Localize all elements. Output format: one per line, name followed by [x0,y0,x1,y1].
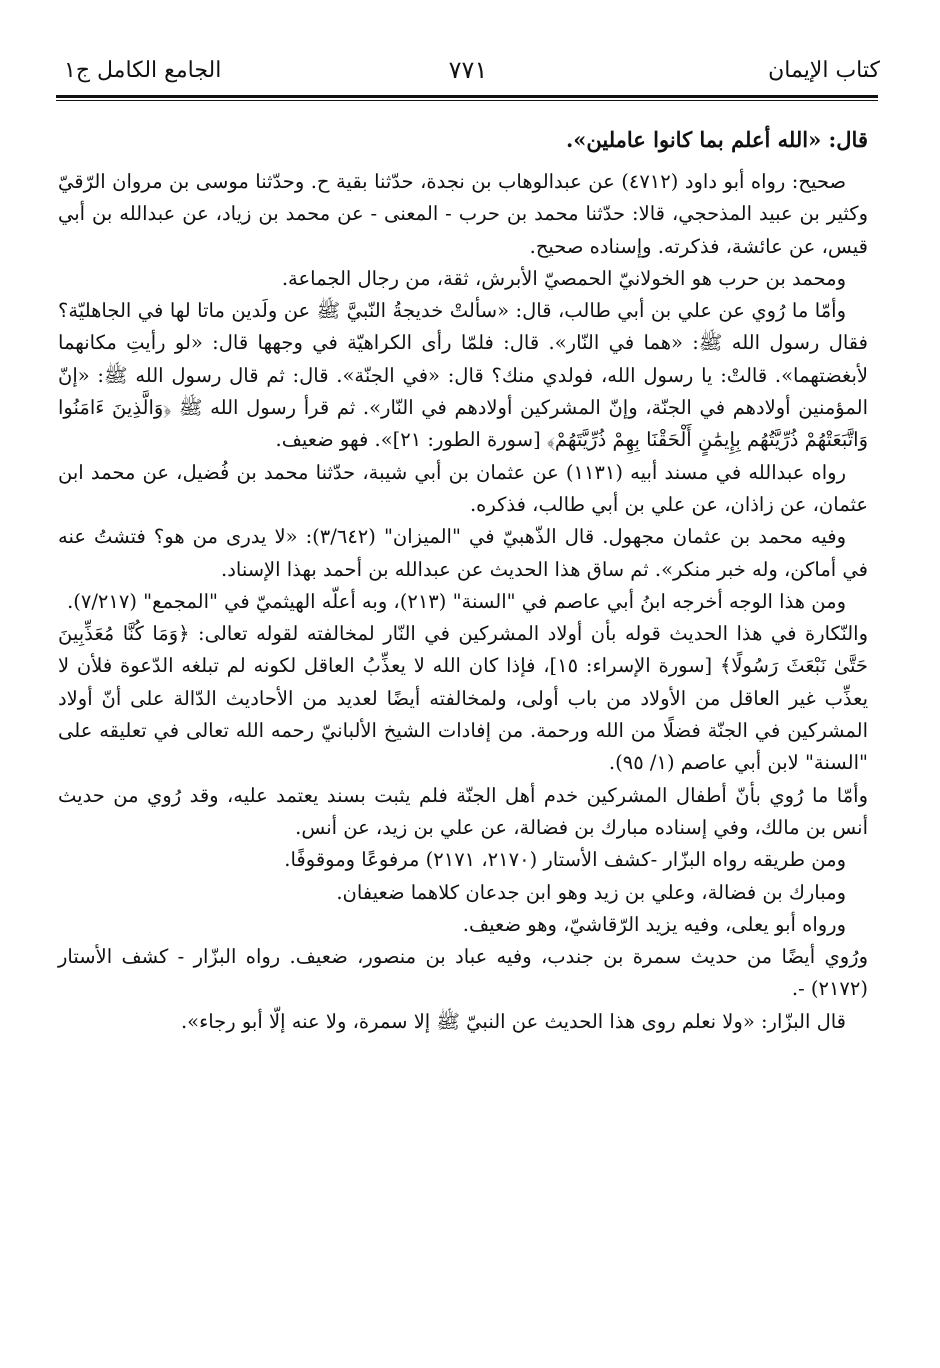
paragraph-khadam-ahl-aljanna: وأمّا ما رُوي بأنّ أطفال المشركين خدم أهل الجنّة فلم يثبت بسند يعتمد عليه، وقد رُوي من حديث أنس بن مالك، وفي إسناده مبارك بن فضالة، عن علي بن زيد، عن أنس. [58,783,868,839]
paragraph-samura-narration: ورُوي أيضًا من حديث سمرة بن جندب، وفيه عباد بن منصور، ضعيف. رواه البزّار - كشف الأستار (٢١٧٢) -. [58,945,868,1001]
paragraph-ali-narration: وأمّا ما رُوي عن علي بن أبي طالب، قال: «سألتْ خديجةُ النّبيَّ ﷺ عن ولَدين ماتا لها في الجاهليّة؟ فقال رسول الله ﷺ: «هما في النّار». قال: فلمّا رأى الكراهيّة في وجهها قال: «لو رأيتِ مكانهما لأبغضتهما». قالتْ: يا رسول الله، فولدي منك؟ قال: «في الجنّة». قال: ثم قال رسول الله ﷺ: «إنّ المؤمنين أولادهم في الجنّة، وإنّ المشركين أولادهم في النّار». ثم قرأ رسول الله ﷺ ﴿وَالَّذِينَ ءَامَنُوا وَاتَّبَعَتْهُمْ ذُرِّيَّتُهُم بِإِيمَٰنٍ أَلْحَقْنَا بِهِمْ ذُرِّيَّتَهُمْ﴾ [سورة الطور: ٢١]». فهو ضعيف. [58,299,868,452]
paragraph-ibn-abi-asim: ومن هذا الوجه أخرجه ابنُ أبي عاصم في "السنة" (٢١٣)، وبه أعلّه الهيثميّ في "المجمع" (٧/٢١٧). [67,589,846,613]
paragraph-dhahabi-note: وفيه محمد بن عثمان مجهول. قال الذّهبيّ في "الميزان" (٣/٦٤٢): «لا يدرى من هو؟ فتشتُ عنه في أماكن، وله خبر منكر». ثم ساق هذا الحديث عن عبدالله بن أحمد بهذا الإسناد. [58,525,868,581]
paragraph-abu-yala: ورواه أبو يعلى، وفيه يزيد الرّقاشيّ، وهو ضعيف. [462,912,846,936]
book-title: الجامع الكامل ج١ [64,58,222,83]
running-header [56,52,880,92]
header-rule [56,95,878,98]
paragraph-musnad-source: رواه عبدالله في مسند أبيه (١١٣١) عن عثمان بن أبي شيبة، حدّثنا محمد بن فُضيل، عن محمد ابن عثمان، عن زاذان، عن علي بن أبي طالب، فذكره. [58,460,868,516]
header-rule-thin [56,100,878,101]
paragraph-hadith-ending: قال: «الله أعلم بما كانوا عاملين». [565,127,868,152]
paragraph-bazzar-quote: قال البزّار: «ولا نعلم روى هذا الحديث عن النبيّ ﷺ إلا سمرة، ولا عنه إلّا أبو رجاء». [180,1009,846,1033]
main-text [58,118,868,1038]
paragraph-nakara: والنّكارة في هذا الحديث قوله بأن أولاد المشركين في النّار لمخالفته لقوله تعالى: ﴿وَمَا كُنَّا مُعَذِّبِينَ حَتَّىٰ نَبْعَثَ رَسُولًا﴾ [سورة الإسراء: ١٥]، فإذا كان الله لا يعذِّبُ العاقل لكونه لم تبلغه الدّعوة فلأن لا يعذِّب غير العاقل من الأولاد من باب أولى، ولمخالفته أيضًا لعديد من الأحاديث الدّالة على أنّ أولاد المشركين في الجنّة فضلًا من الله ورحمة. من إفادات الشيخ الألبانيّ رحمه الله تعالى في تعليقه على "السنة" لابن أبي عاصم (١/ ٩٥). [58,622,868,775]
paragraph-mubarak-note: ومبارك بن فضالة، وعلي بن زيد وهو ابن جدعان كلاهما ضعيفان. [336,880,846,904]
section-title: كتاب الإيمان [768,58,880,83]
paragraph-bazzar-route: ومن طريقه رواه البزّار -كشف الأستار (٢١٧٠، ٢١٧١) مرفوعًا وموقوفًا. [284,848,846,872]
paragraph-takhrij-abu-dawud: صحيح: رواه أبو داود (٤٧١٢) عن عبدالوهاب بن نجدة، حدّثنا بقية ح. وحدّثنا موسى بن مروان الرّقيّ وكثير بن عبيد المذحجي، قالا: حدّثنا محمد بن حرب - المعنى - عن محمد بن زياد، عن عبدالله بن أبي قيس، عن عائشة، فذكرته. وإسناده صحيح. [58,170,868,258]
page-number: ٧٧١ [448,56,488,84]
paragraph-narrator-note: ومحمد بن حرب هو الخولانيّ الحمصيّ الأبرش، ثقة، من رجال الجماعة. [281,266,846,290]
